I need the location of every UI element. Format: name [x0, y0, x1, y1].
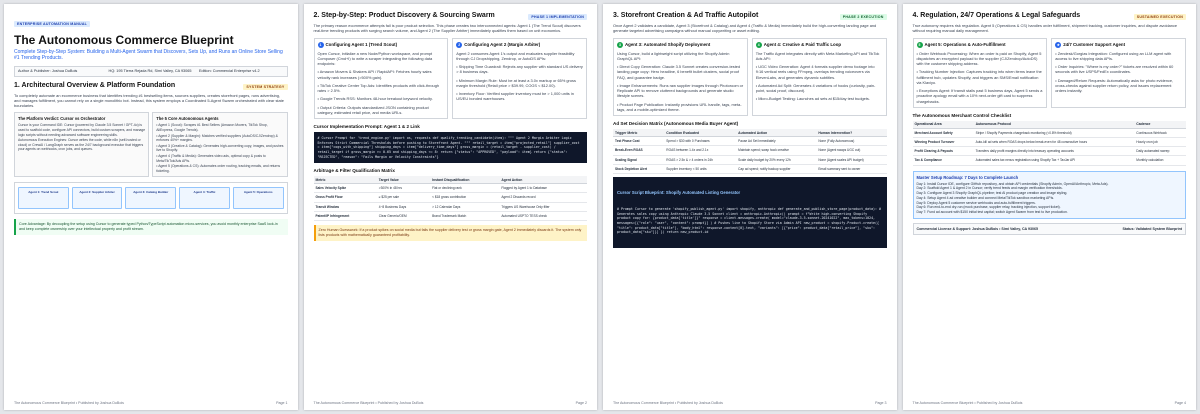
list-item: • Minimum Margin Rule: Must be at least a 3.0x markup or 65% gross margin threshold (Retail price > $39.99, COGS < $12.00).: [456, 77, 576, 88]
table-cell: Auto-kill ad sets when ROAS drops below break-even for 48 consecutive hours: [974, 138, 1135, 147]
intro-paragraph: The primary reason ecommerce attempts fail is poor product selection. This phase creates two interconnected agents: Agent 1 (The Trend Scout) discovers real-time trending products with surging search volume, and Agent 2 (The Supplier Arbiter) immediately qualifies them based on unit economics.: [313, 23, 581, 34]
card-paragraph: Open Cursor, initialize a new Node/Python workspace, and prompt Composer (Cmd+I) to write a scraper integrating the following data endpoints:: [317, 50, 433, 67]
list-item: • Shipping Time Guardrail: Rejects any supplier with standard US delivery > 8 business days.: [456, 64, 583, 75]
intro-paragraph: True autonomy requires risk regulation. Agent 5 (Operations & CS) handles order fulfillment, shipment tracking, customer inquiries, and dispute avoidance without requiring manual daily management.: [912, 23, 1178, 34]
table-row: [613, 137, 887, 146]
roadmap-item: Day 4: Setup Agent 4 ad creative builder and connect Meta/TikTok sandbox marketing APIs.: [916, 195, 1055, 200]
step-number-icon: 3: [617, 42, 623, 48]
support-agent-card: [1051, 38, 1186, 108]
table-cell: Break-Even ROAS: [613, 146, 664, 155]
step-card-5: [913, 38, 1048, 108]
table-cell: Supplier inventory < 50 units: [664, 164, 736, 173]
table-title: The Autonomous Merchant Control Checklist: [912, 112, 1012, 118]
list-item: • Agent 4 (Traffic & Media): Generates video ads, optimal copy & posts to Meta/TikTok/Ads APIs.: [156, 154, 266, 163]
table-cell: Transit Window: [314, 202, 377, 211]
roadmap-item: Day 1: Install Cursor IDE, configure GitHub repository, and obtain API credentials (Shopify Admin, OpenAI/Anthropic, Meta Ads).: [916, 181, 1109, 186]
list-item: • Agent 1 (Scout): Scrapes #1 Best Sellers (Amazon Movers, TikTok Shop, AliExpress, Google Trends).: [156, 123, 268, 133]
page-footer: [913, 401, 1187, 405]
license-text: Commercial License & Support: Joshua DuBois • Simi Valley, CA 93065: [916, 226, 1038, 231]
box-paragraph: Cursor is your Command IDE: Cursor (powered by Claude 3.5 Sonnet / GPT-4o) is used to scaffold code, configure API connectors, build custom scrapers, and manage logic scripts without needing advanced software engineering skills.: [18, 123, 146, 137]
code-content: # Prompt Cursor to generate 'shopify_publish_agent.py' import shopify, anthropic def generate_and_publish_store_page(product_data): # Generates sales copy using Anthropic Claude 3.5 Sonnet client = anthropic.Anthropic() prompt = f"Write high-converting Shopify product copy for: {product_data['title']}" response = client.messages.create( model="claude-3-5-sonnet-20241022", max_tokens=1024, messages=[{"role": "user", "content": prompt}] ) # Pushes live to Shopify Store via Admin API new_product = shopify.Product.create({ "title": product_data["title"], "body_html": response.content[0].text, "variants": [{"price": product_data["retail_price"], "sku": product_data["sku"]}] }) return new_product.id: [617, 207, 883, 235]
table-cell: None (Agent swaps UGC cut): [816, 146, 886, 155]
table-cell: Maintain spend; swap hook creative: [736, 146, 816, 155]
column-header: Trigger Metric: [613, 129, 664, 137]
list-item: • Inventory Floor: Verified supplier inventory must be > 1,000 units in US/EU bonded warehouses.: [456, 91, 574, 102]
column-header: Instant Disqualification: [430, 176, 499, 184]
meta-edition: Edition: Commercial Enterprise v4.2: [199, 68, 260, 73]
table-row: [913, 138, 1187, 147]
table-cell: Automated USPTO TESS check: [499, 211, 587, 220]
page-2: [304, 4, 598, 410]
table-cell: Winning Product Turnover: [913, 138, 974, 147]
column-header: Autonomous Protocol: [974, 121, 1135, 129]
step-cards: [613, 38, 887, 117]
table-cell: None (Fully Autonomous): [816, 137, 886, 146]
document-subtitle: Complete Step-by-Step System: Building a Multi-Agent Swarm that Discovers, Sets Up, and Runs an Online Store Selling #1 Trending Products.: [14, 49, 283, 62]
agent-node: Agent 3: Catalog Builder: [125, 187, 176, 209]
code-block: # Cursor Prompt for 'trend_engine.py' import os, requests def qualify_trending_candidate(item): """ Agent 2 Margin Arbiter Logic Enforces Strict Commercial Thresholds before pushing to Storefront Agent. """ retail_target = item["projected_retail"] supplier_cost = item["cogs_with_shipping"] shipping_days = item["delivery_time_days"] gross_margin = (retail_target - supplier_cost) / retail_target if gross_margin >= 0.65 and shipping_days <= 8: return {"status": "APPROVED", "payload": item} return {"status": "REJECTED", "reason": "Fails Margin or Velocity Constraints"}: [314, 132, 588, 163]
box-title: The 5 Core Autonomous Agents: [156, 116, 219, 122]
table-cell: Daily automated sweep: [1134, 147, 1186, 156]
column-header: Operational Area: [913, 121, 974, 129]
platform-verdict-box: [14, 112, 149, 177]
column-header: Target Value: [377, 176, 430, 184]
meta-hq: HQ: 195 Tierra Rejada Rd, Simi Valley, CA 93065: [108, 68, 192, 73]
table-cell: Merchant Account Safety: [913, 128, 974, 137]
table-row: [913, 147, 1187, 156]
page-heading: 2. Step-by-Step: Product Discovery & Sourcing Swarm: [313, 12, 495, 19]
box-paragraph: Autonomous Execution Engines: Cursor writes the code, while n8n (self-hosted or cloud) or CrewAI / LangGraph serves as the 24/7 background executor that triggers your agents on webhooks, cron jobs, and queues.: [18, 138, 144, 152]
agent-flow-diagram: [14, 182, 288, 214]
roadmap-item: Day 6: Run end-to-end dry-run (mock purchase, supplier relay, tracking injection, support ticket).: [916, 205, 1061, 210]
table-title: Arbitrage & Filter Qualification Matrix: [313, 168, 395, 174]
table-cell: >300% in 48 hrs: [377, 184, 430, 193]
page-heading: 4. Regulation, 24/7 Operations & Legal Safeguards: [912, 12, 1081, 19]
list-item: • Output Criteria: Outputs standardized JSON containing product category, estimated retail price, and media URLs.: [317, 104, 429, 115]
table-cell: Scale daily budget by 20% every 12h: [736, 155, 816, 164]
list-item: • Google Trends RSS: Monitors 48-hour breakout keyword velocity.: [317, 96, 433, 102]
table-cell: ≥ $25 per sale: [377, 193, 430, 202]
page-number: Page 1: [276, 401, 288, 405]
manual-tag: ENTERPRISE AUTOMATION MANUAL: [14, 21, 90, 27]
table-cell: Tax & Compliance: [913, 156, 974, 165]
core-advantage-callout: Core Advantage: By decoupling the setup using Cursor to generate typed Python/TypeScript automation micro-services, you avoid monthly enterprise SaaS lock-in and keep complete ownership over your intellectual property and profit stream.: [14, 219, 288, 235]
step-card-2: [452, 38, 587, 120]
list-item: • Image Enhancements: Runs raw supplier images through Photoroom or Replicate API to remove cluttered backgrounds and generate studio lifestyle scenes.: [617, 82, 744, 99]
document-title: The Autonomous Commerce Blueprint: [14, 33, 234, 47]
footer-left: The Autonomous Commerce Blueprint • Published by Joshua DuBois: [613, 401, 723, 405]
agent-node: Agent 4: Traffic: [179, 187, 230, 209]
table-cell: ROAS between 1.4x and 2.1x: [664, 146, 736, 155]
table-row: [613, 146, 887, 155]
control-checklist-table: [913, 121, 1187, 166]
roadmap-item: Day 3: Configure Agent 3 Shopify GraphQL pipeline; test AI product page creation and image styling.: [916, 191, 1068, 196]
list-item: • Automated Ad Split: Generates 4 variations of hooks (curiosity, pain-point, social proof, discount).: [755, 82, 876, 94]
step-card-1: [314, 38, 449, 120]
list-item: • Exceptions Agent: If transit stalls past 5 business days, Agent 5 sends a proactive apology email with a 10% next-order gift card to suppress chargebacks.: [916, 88, 1043, 104]
table-row: [913, 128, 1187, 137]
list-item: • Order Inquiries: "Where is my order?" tickets are resolved within 60 seconds with live USPS/FedEx coordinates.: [1055, 64, 1174, 75]
setup-roadmap: [913, 171, 1187, 219]
page-footer: [613, 401, 887, 405]
section-tag: SYSTEM STRATEGY: [243, 84, 287, 90]
card-title: Agent 4: Creative & Paid Traffic Loop: [763, 42, 842, 48]
table-cell: Flagged by Agent 1 to Database: [499, 184, 587, 193]
roadmap-item: Day 2: Scaffold Agent 1 & Agent 2 in Cursor; verify trend feeds and margin verification thresholds.: [916, 186, 1063, 191]
table-cell: ROAS > 2.5x & > 4 orders in 24h: [664, 155, 736, 164]
table-row: [913, 156, 1187, 165]
list-item: • Direct Copy Generation: Claude 3.5 Sonnet creates conversion-tested landing page copy: Hero headline, 6 benefit bullet clusters, social proof FAQ, and guarantee badge.: [617, 64, 741, 80]
info-boxes: [14, 112, 288, 177]
phase-tag: PHASE 1 IMPLEMENTATION: [528, 14, 587, 20]
section-title: 1. Architectural Overview & Platform Foundation: [14, 81, 176, 89]
table-cell: Agent 2 Discards record: [499, 193, 587, 202]
roadmap-item: Day 5: Deploy Agent 5 customer service webhooks and auto-fulfillment triggers.: [916, 200, 1036, 205]
qualification-table: [314, 176, 588, 221]
card-title: Configuring Agent 2 (Margin Arbiter): [464, 42, 541, 48]
table-row: [314, 211, 588, 220]
list-item: • Damaged/Return Requests: Automatically asks for photo evidence, cross-checks against supplier return policy, and issues replacement orders instantly.: [1055, 77, 1174, 94]
table-title: Ad Set Decision Matrix (Autonomous Media Buyer Agent): [613, 121, 739, 127]
page-number: Page 3: [875, 401, 887, 405]
page-number: Page 4: [1174, 401, 1186, 405]
table-cell: < $18 gross contribution: [430, 193, 499, 202]
table-cell: Scaling Signal: [613, 155, 664, 164]
column-header: Automated Action: [736, 129, 816, 137]
table-cell: Test Phase Cost: [613, 137, 664, 146]
card-title: Agent 5: Operations & Auto-Fulfillment: [924, 42, 1006, 48]
agent-node: Agent 2: Supplier Arbiter: [72, 187, 123, 209]
page-footer: [314, 401, 588, 405]
list-item: • Agent 2 (Supplier & Margin): Matches verified suppliers (AutoDS/CJ/Zendrop) & enforces 40%+ margins.: [156, 133, 278, 143]
table-row: [314, 193, 588, 202]
page-3: [603, 4, 897, 410]
list-item: • Tracking Number Injection: Captures tracking info when items leave the fulfillment hub, updates Shopify, and triggers an SMS/Email notification via Klaviyo.: [916, 69, 1042, 85]
roadmap-item: Day 7: Fund ad account with $150 initial test capital; switch Agent Swarm from test to live production.: [916, 210, 1068, 215]
intro-paragraph: Once Agent 2 validates a candidate, Agent 3 (Storefront & Catalog) and Agent 4 (Traffic & Media) immediately build the high-converting landing page and generate targeted advertising campaigns without manual copywriting or asset editing.: [613, 23, 877, 34]
table-cell: Clear Generic/OEM: [377, 211, 430, 220]
table-cell: None (Agent scales API budget): [816, 155, 886, 164]
list-item: • Order Webhook Processing: When an order is paid on Shopify, Agent 5 dispatches an encrypted payload to the supplier (CJ/Zendrop/AutoDS) with the customer shipping address.: [916, 50, 1042, 67]
card-paragraph: The Traffic Agent integrates directly with Meta Marketing API and TikTok Ads API:: [755, 50, 880, 61]
card-paragraph: Using Cursor, build a lightweight script utilizing the Shopify Admin GraphQL API:: [617, 50, 730, 61]
step-number-icon: 5: [917, 42, 923, 48]
table-cell: Email summary sent to owner: [816, 164, 886, 173]
table-cell: Hourly cron job: [1134, 138, 1186, 147]
step-number-icon: 1: [318, 42, 324, 48]
table-row: [613, 164, 887, 173]
zero-guesswork-callout: Zero Human Guesswork: If a product spikes on social media but fails the supplier delivery test or gross margin gate, Agent 2 immediately discards it. The system only lists products with mathematically guaranteed profitability.: [314, 225, 588, 241]
support-icon: ★: [1056, 42, 1060, 47]
card-title: 24/7 Customer Support Agent: [1063, 42, 1126, 48]
core-agents-box: [152, 112, 287, 177]
page-1: [4, 4, 298, 410]
column-header: Condition Evaluated: [664, 129, 736, 137]
column-header: Metric: [314, 176, 377, 184]
code-block-title: Cursor Script Blueprint: Shopify Automated Listing Generator: [617, 190, 741, 196]
column-header: Cadence: [1134, 121, 1186, 129]
table-cell: Monthly calculation: [1134, 156, 1186, 165]
table-cell: Automated sales tax nexus registration using Shopify Tax + TaxJar API: [974, 156, 1135, 165]
table-cell: Transfers daily profit margins directly into treasury operating accounts: [974, 147, 1135, 156]
card-paragraph: Agent 2 consumes Agent 1's output and evaluates supplier feasibility through CJ Dropshipping, Zendrop, or AutoDS APIs:: [456, 50, 575, 61]
table-cell: > 12 Calendar Days: [430, 202, 499, 211]
step-cards: [913, 38, 1187, 108]
footer-left: The Autonomous Commerce Blueprint • Published by Joshua DuBois: [912, 401, 1023, 405]
list-item: • TikTok Creative Center Top Ads: Identifies products with click-through rates > 2.5%.: [317, 82, 440, 94]
page-4: [903, 4, 1197, 410]
phase-tag: PHASE 2 EXECUTION: [840, 14, 887, 20]
agent-node: Agent 5: Operations: [233, 187, 284, 209]
step-number-icon: 4: [756, 42, 762, 48]
table-cell: Cap ad spend; notify backup supplier: [736, 164, 816, 173]
page-number: Page 2: [575, 401, 587, 405]
box-title: The Platform Verdict: Cursor vs Orchestrator: [18, 116, 106, 122]
page-footer: [14, 401, 288, 405]
list-item: • Product Page Publication: Instantly provisions URL handle, tags, meta-tags, and a mobile-optimized theme.: [617, 101, 742, 112]
table-cell: Profit Clearing & Payouts: [913, 147, 974, 156]
table-cell: Patent/IP Infringement: [314, 211, 377, 220]
table-row: [613, 155, 887, 164]
list-item: • Agent 3 (Creative & Catalog): Generates high-converting copy, images, and pushes live to Shopify.: [156, 143, 284, 153]
step-card-4: [752, 38, 887, 117]
step-number-icon: 2: [456, 42, 462, 48]
table-cell: Gross Profit Floor: [314, 193, 377, 202]
list-item: • Zendesk/Gorgias Integration: Configured using an LLM agent with access to live shipping data APIs.: [1055, 50, 1172, 61]
status-text: Status: Validated System Blueprint: [1122, 226, 1182, 231]
table-cell: Brand Trademark Match: [430, 211, 499, 220]
list-item: • Micro-Budget Testing: Launches ad sets at $15/day test budgets.: [755, 96, 870, 102]
page-heading: 3. Storefront Creation & Ad Traffic Autopilot: [613, 12, 759, 19]
table-row: [314, 184, 588, 193]
table-cell: 4~8 Business Days: [377, 202, 430, 211]
ad-decision-table: [613, 129, 887, 174]
phase-tag: SUSTAINED EXECUTION: [1134, 14, 1186, 20]
table-cell: Pause Ad Set Immediately: [736, 137, 816, 146]
roadmap-title: Master Setup Roadmap: 7 Days to Complete Launch: [916, 174, 1019, 180]
table-row: [314, 202, 588, 211]
step-cards: [314, 38, 588, 120]
column-header: Agent Action: [499, 176, 587, 184]
meta-author: Author & Publisher: Joshua DuBois: [18, 68, 78, 73]
table-cell: Triggers US Warehouse Only filter: [499, 202, 587, 211]
table-cell: Sales Velocity Spike: [314, 184, 377, 193]
agent-node: Agent 1: Trend Scout: [18, 187, 69, 209]
table-cell: Flat or declining rank: [430, 184, 499, 193]
list-item: • Agent 5 (Operations & CS): Automates order routing, tracking emails, and returns ticketing.: [156, 164, 281, 173]
list-item: • Amazon Movers & Shakers API / RapidAPI: Fetches hourly sales velocity rank increases (>500% gain).: [317, 69, 432, 80]
code-block: [613, 177, 887, 248]
license-bar: [913, 223, 1187, 235]
table-cell: Stock Depletion Alert: [613, 164, 664, 173]
footer-left: The Autonomous Commerce Blueprint • Published by Joshua DuBois: [313, 401, 424, 405]
meta-bar: [14, 66, 288, 77]
table-cell: Continuous Webhook: [1134, 128, 1186, 137]
list-item: • UGC Video Generation: Agent 4 formats supplier demo footage into 9:16 vertical reels using FFmpeg, overlays trending voiceovers via ElevenLabs, and generates dynamic subtitles.: [755, 64, 875, 80]
code-section-title: Cursor Implementation Prompt: Agent 1 & 2 Link: [313, 124, 420, 130]
table-cell: Stripe / Shopify Payments chargeback monitoring (<0.8% threshold): [974, 128, 1135, 137]
intro-paragraph: To completely automate an ecommerce business that identifies trending #1 bestselling items, sources suppliers, creates storefront pages, runs advertising, and manages fulfillment, you cannot rely on a single monolithic bot. Instead, this system employs a Coordinated 5-Agent Swarm orchestrated with clear state boundaries.: [14, 92, 284, 109]
column-header: Human Intervention?: [816, 129, 886, 137]
step-card-3: [613, 38, 748, 117]
card-title: Configuring Agent 1 (Trend Scout): [325, 42, 398, 48]
footer-left: The Autonomous Commerce Blueprint • Published by Joshua DuBois: [14, 401, 124, 405]
card-title: Agent 3: Automated Shopify Deployment: [625, 42, 711, 48]
table-cell: Spend > $30 with 0 Purchases: [664, 137, 736, 146]
